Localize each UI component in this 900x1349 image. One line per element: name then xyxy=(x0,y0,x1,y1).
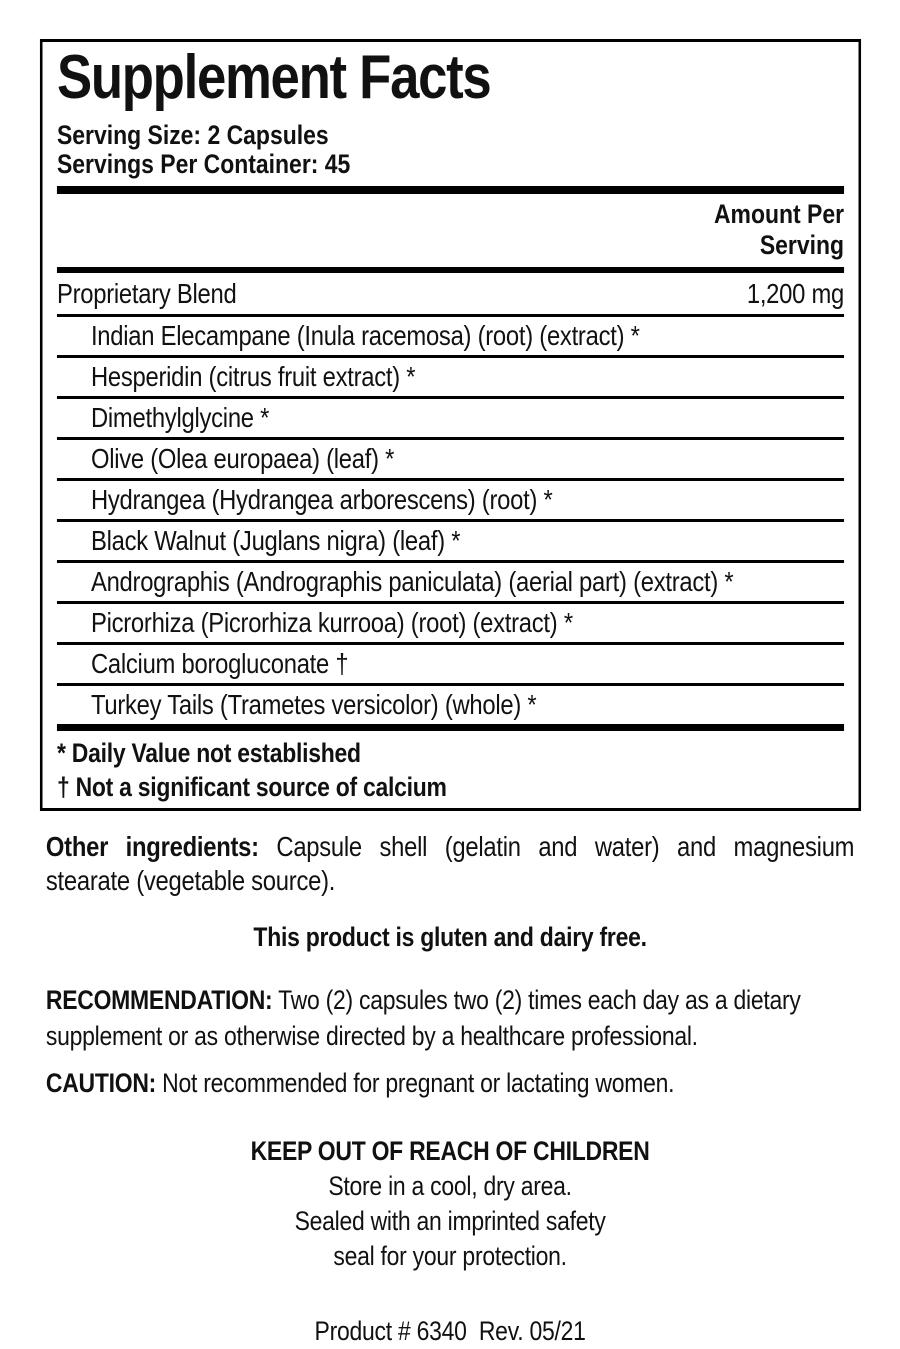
ingredient-name: Turkey Tails (Trametes versicolor) (whole) * xyxy=(90,689,537,720)
ingredient-row xyxy=(57,437,844,478)
seal-line1: Sealed with an imprinted safety xyxy=(294,1206,606,1236)
blend-amount: 1,200 mg xyxy=(746,278,845,309)
other-ingredients xyxy=(46,830,854,898)
footnote-calcium: † Not a significant source of calcium xyxy=(56,772,447,802)
label-root xyxy=(0,39,900,1347)
caution-text: Not recommended for pregnant or lactating women. xyxy=(162,1068,675,1098)
gluten-dairy-statement: This product is gluten and dairy free. xyxy=(253,922,647,952)
supplement-facts-panel xyxy=(40,39,861,811)
product-rev: Product # 6340 Rev. 05/21 xyxy=(314,1316,586,1346)
ingredient-row xyxy=(57,355,844,396)
ingredient-name: Black Walnut (Juglans nigra) (leaf) * xyxy=(90,525,461,556)
other-ingredients-text: Capsule shell (gelatin and water) and magnesium stearate (vegetable source). xyxy=(45,831,855,896)
servings-per-container: Servings Per Container: 45 xyxy=(56,149,351,179)
keep-out-heading: KEEP OUT OF REACH OF CHILDREN xyxy=(250,1136,650,1166)
ingredient-name: Hesperidin (citrus fruit extract) * xyxy=(90,361,416,392)
ingredient-row xyxy=(57,478,844,519)
lower-content xyxy=(46,830,854,1347)
ingredient-row xyxy=(57,314,844,355)
caution xyxy=(46,1065,854,1101)
caution-label: CAUTION: xyxy=(45,1068,157,1098)
footnote-daily-value: * Daily Value not established xyxy=(56,738,361,768)
ingredient-name: Dimethylglycine * xyxy=(90,402,270,433)
amount-header-line1: Amount Per xyxy=(713,199,845,229)
amount-header-line2: Serving xyxy=(759,230,845,260)
ingredient-row xyxy=(57,642,844,683)
footnotes xyxy=(57,731,844,808)
amount-per-serving-header xyxy=(57,194,844,267)
ingredient-name: Picrorhiza (Picrorhiza kurrooa) (root) (extract) * xyxy=(90,607,573,638)
ingredient-name: Indian Elecampane (Inula racemosa) (root) (extract) * xyxy=(90,320,640,351)
ingredient-name: Calcium borogluconate † xyxy=(90,648,349,679)
ingredient-row xyxy=(57,683,844,724)
recommendation-text: Two (2) capsules two (2) times each day as a dietary supplement or as otherwise directed by a healthcare professional. xyxy=(45,985,801,1051)
recommendation-label: RECOMMENDATION: xyxy=(45,985,273,1015)
blend-row xyxy=(57,273,844,314)
ingredient-row xyxy=(57,396,844,437)
seal-line2: seal for your protection. xyxy=(333,1241,567,1271)
ingredient-row xyxy=(57,601,844,642)
serving-size: Serving Size: 2 Capsules xyxy=(56,120,329,150)
warnings-block xyxy=(46,1134,854,1274)
other-ingredients-label: Other ingredients: xyxy=(45,831,259,862)
divider-thick-top xyxy=(57,186,844,194)
ingredient-row xyxy=(57,560,844,601)
ingredient-row xyxy=(57,519,844,560)
ingredient-name: Andrographis (Andrographis paniculata) (aerial part) (extract) * xyxy=(90,566,734,597)
panel-title: Supplement Facts xyxy=(56,43,491,112)
ingredient-name: Hydrangea (Hydrangea arborescens) (root) * xyxy=(90,484,553,515)
divider-thick-bottom xyxy=(57,724,844,731)
storage-line: Store in a cool, dry area. xyxy=(328,1171,572,1201)
blend-name: Proprietary Blend xyxy=(56,278,237,309)
recommendation xyxy=(46,982,854,1054)
ingredient-name: Olive (Olea europaea) (leaf) * xyxy=(90,443,395,474)
